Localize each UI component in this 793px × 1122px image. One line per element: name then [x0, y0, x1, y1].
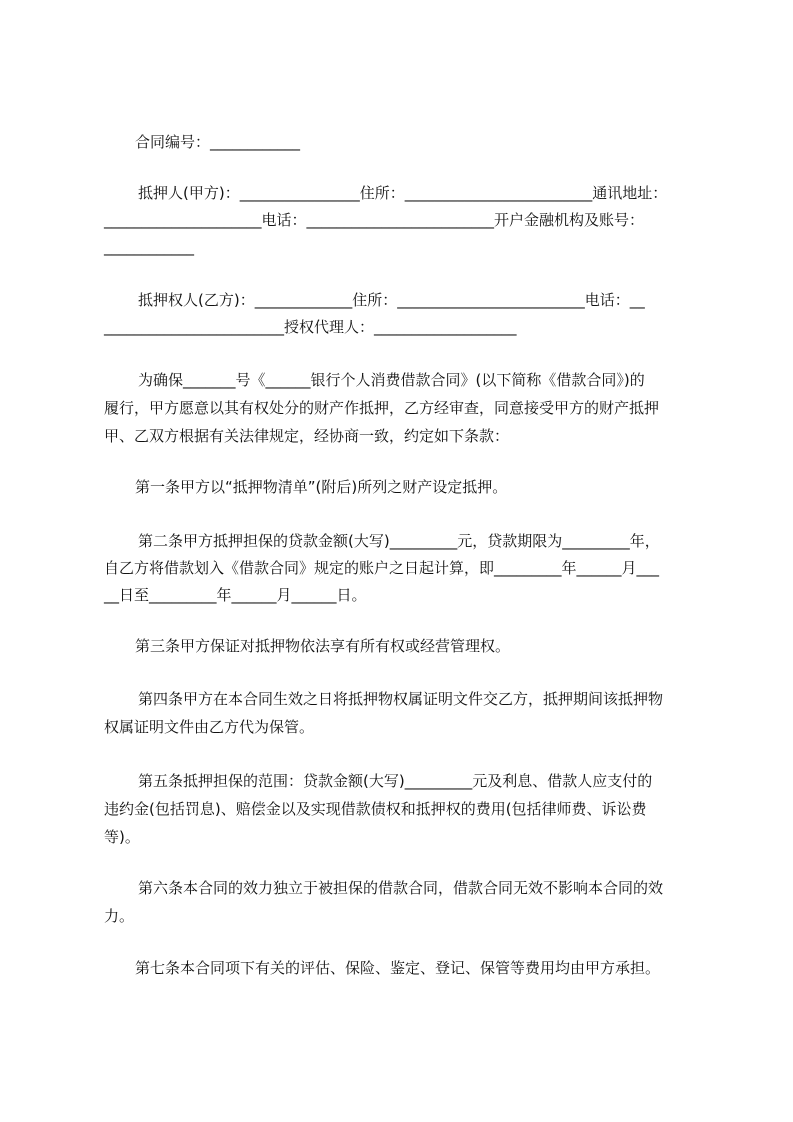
mortgagor-line: _____________________电话：_________________________开户金融机构及账号： [104, 211, 645, 229]
contract-number-line: 合同编号：____________ [135, 133, 301, 151]
clause-2-line: 自乙方将借款划入《借款合同》规定的账户之日起计算，即_________年______月___ [104, 559, 660, 577]
clause-5-line: 第五条抵押担保的范围：贷款金额(大写)_________元及利息、借款人应支付的 [138, 772, 653, 790]
mortgagee-line: 抵押权人(乙方)：_____________住所：_________________________电话：__ [138, 291, 645, 309]
mortgagor-line: ____________ [104, 238, 194, 256]
preamble-line: 履行，甲方愿意以其有权处分的财产作抵押，乙方经审查，同意接受甲方的财产抵押 [104, 399, 660, 417]
preamble-line: 为确保_______号《______银行个人消费借款合同》(以下简称《借款合同》)的 [138, 371, 645, 389]
clause-1-line: 第一条甲方以“抵押物清单”(附后)所列之财产设定抵押。 [135, 478, 508, 496]
clause-7-line: 第七条本合同项下有关的评估、保险、鉴定、登记、保管等费用均由甲方承担。 [135, 959, 661, 977]
clause-2-line: 第二条甲方抵押担保的贷款金额(大写)_________元，贷款期限为_________年， [138, 532, 660, 550]
mortgagor-line: 抵押人(甲方)：________________住所：_________________________通讯地址： [138, 184, 668, 202]
clause-3-line: 第三条甲方保证对抵押物依法享有所有权或经营管理权。 [135, 637, 511, 655]
clause-5-line: 违约金(包括罚息)、赔偿金以及实现借款债权和抵押权的费用(包括律师费、诉讼费 [104, 800, 647, 818]
clause-4-line: 权属证明文件由乙方代为保管。 [104, 718, 315, 736]
clause-4-line: 第四条甲方在本合同生效之日将抵押物权属证明文件交乙方，抵押期间该抵押物 [138, 690, 664, 708]
clause-6-line: 第六条本合同的效力独立于被担保的借款合同，借款合同无效不影响本合同的效 [138, 879, 664, 897]
clause-5-line: 等)。 [104, 828, 140, 846]
preamble-line: 甲、乙双方根据有关法律规定，经协商一致，约定如下条款： [104, 427, 510, 445]
clause-6-line: 力。 [104, 907, 135, 925]
mortgagee-line: ________________________授权代理人：___________________ [104, 318, 517, 336]
clause-2-line: __日至_________年______月______日。 [104, 586, 367, 604]
